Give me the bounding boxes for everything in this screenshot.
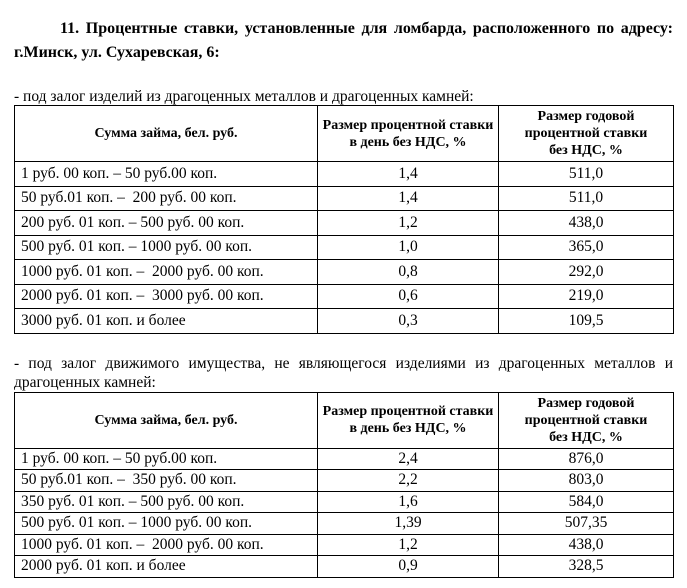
table-row bbox=[15, 162, 674, 187]
page-title-line-2: г.Минск, ул. Сухаревская, 6: bbox=[14, 44, 220, 61]
table-row bbox=[15, 534, 674, 556]
annual-rate-cell: 328,5 bbox=[499, 556, 674, 578]
loan-range-cell: 1000 руб. 01 коп. – 2000 руб. 00 коп. bbox=[15, 260, 318, 285]
table-row bbox=[15, 309, 674, 334]
metals-rates-table bbox=[14, 105, 674, 334]
table-row bbox=[15, 260, 674, 285]
table-header-row bbox=[15, 392, 674, 448]
loan-amount-header: Сумма займа, бел. руб. bbox=[15, 392, 318, 448]
table-row bbox=[15, 284, 674, 309]
annual-rate-cell: 292,0 bbox=[499, 260, 674, 285]
annual-rate-cell: 803,0 bbox=[499, 470, 674, 492]
table-row bbox=[15, 211, 674, 236]
loan-range-cell: 500 руб. 01 коп. – 1000 руб. 00 коп. bbox=[15, 513, 318, 535]
daily-rate-cell: 2,4 bbox=[318, 448, 499, 470]
table-row bbox=[15, 186, 674, 211]
annual-rate-header: Размер годовой процентной ставки без НДС, % bbox=[499, 392, 674, 448]
table-row bbox=[15, 513, 674, 535]
annual-rate-cell: 438,0 bbox=[499, 211, 674, 236]
daily-rate-cell: 0,8 bbox=[318, 260, 499, 285]
movable-section-intro-line-2: драгоценных камней: bbox=[14, 373, 156, 391]
annual-rate-cell: 365,0 bbox=[499, 235, 674, 260]
daily-rate-header: Размер процентной ставки в день без НДС, % bbox=[318, 106, 499, 162]
table-row bbox=[15, 556, 674, 578]
loan-range-cell: 1 руб. 00 коп. – 50 руб.00 коп. bbox=[15, 448, 318, 470]
loan-range-cell: 200 руб. 01 коп. – 500 руб. 00 коп. bbox=[15, 211, 318, 236]
loan-amount-header: Сумма займа, бел. руб. bbox=[15, 106, 318, 162]
loan-range-cell: 3000 руб. 01 коп. и более bbox=[15, 309, 318, 334]
table-row bbox=[15, 448, 674, 470]
daily-rate-cell: 1,4 bbox=[318, 162, 499, 187]
table-header-row bbox=[15, 106, 674, 162]
daily-rate-cell: 1,0 bbox=[318, 235, 499, 260]
annual-rate-cell: 876,0 bbox=[499, 448, 674, 470]
loan-range-cell: 350 руб. 01 коп. – 500 руб. 00 коп. bbox=[15, 491, 318, 513]
loan-range-cell: 2000 руб. 01 коп. и более bbox=[15, 556, 318, 578]
daily-rate-cell: 0,6 bbox=[318, 284, 499, 309]
loan-range-cell: 500 руб. 01 коп. – 1000 руб. 00 коп. bbox=[15, 235, 318, 260]
movable-section-intro bbox=[14, 354, 673, 392]
annual-rate-cell: 219,0 bbox=[499, 284, 674, 309]
annual-rate-cell: 584,0 bbox=[499, 491, 674, 513]
loan-range-cell: 1000 руб. 01 коп. – 2000 руб. 00 коп. bbox=[15, 534, 318, 556]
loan-range-cell: 50 руб.01 коп. – 200 руб. 00 коп. bbox=[15, 186, 318, 211]
annual-rate-cell: 507,35 bbox=[499, 513, 674, 535]
annual-rate-cell: 511,0 bbox=[499, 186, 674, 211]
daily-rate-cell: 0,9 bbox=[318, 556, 499, 578]
daily-rate-cell: 1,39 bbox=[318, 513, 499, 535]
loan-range-cell: 2000 руб. 01 коп. – 3000 руб. 00 коп. bbox=[15, 284, 318, 309]
loan-range-cell: 50 руб.01 коп. – 350 руб. 00 коп. bbox=[15, 470, 318, 492]
daily-rate-cell: 2,2 bbox=[318, 470, 499, 492]
movable-section-intro-line-1: - под залог движимого имущества, не являющегося изделиями из драгоценных металлов и bbox=[14, 354, 673, 372]
daily-rate-cell: 1,6 bbox=[318, 491, 499, 513]
daily-rate-cell: 1,2 bbox=[318, 534, 499, 556]
page-title bbox=[14, 17, 673, 65]
annual-rate-cell: 511,0 bbox=[499, 162, 674, 187]
daily-rate-cell: 0,3 bbox=[318, 309, 499, 334]
annual-rate-cell: 438,0 bbox=[499, 534, 674, 556]
table-row bbox=[15, 470, 674, 492]
daily-rate-cell: 1,2 bbox=[318, 211, 499, 236]
loan-range-cell: 1 руб. 00 коп. – 50 руб.00 коп. bbox=[15, 162, 318, 187]
metals-section-intro: - под залог изделий из драгоценных металлов и драгоценных камней: bbox=[14, 88, 474, 105]
annual-rate-header: Размер годовой процентной ставки без НДС, % bbox=[499, 106, 674, 162]
daily-rate-header: Размер процентной ставки в день без НДС, % bbox=[318, 392, 499, 448]
table-row bbox=[15, 235, 674, 260]
annual-rate-cell: 109,5 bbox=[499, 309, 674, 334]
movable-property-rates-table bbox=[14, 392, 674, 578]
daily-rate-cell: 1,4 bbox=[318, 186, 499, 211]
page-title-line-1: 11. Процентные ставки, установленные для ломбарда, расположенного по адресу: bbox=[60, 20, 673, 37]
table-row bbox=[15, 491, 674, 513]
